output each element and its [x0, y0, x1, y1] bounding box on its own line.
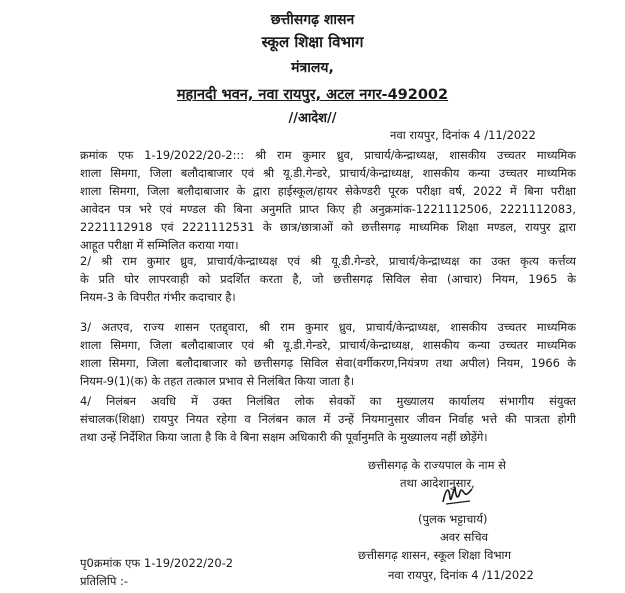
date-top: नवा रायपुर, दिनांक 4 /11/2022 [390, 128, 536, 142]
signatory-designation: अवर सचिव [440, 530, 488, 544]
paragraph-4 [80, 392, 576, 446]
para3-line: शाला सिमगा, जिला बलौदाबाजार को छत्तीसगढ़ सिविल सेवा(वर्गीकरण,नियंत्रण तथा अपील) नियम, 1966 के [80, 356, 576, 370]
para2-line: 2/ श्री राम कुमार ध्रुव, प्राचार्य/केन्द्राध्यक्ष एवं श्री यू.डी.गेन्डरे, प्राचार्य/केन्द्राध्यक्ष का उक्त कृत्य कर्त्तव्य [80, 254, 576, 268]
para1-line: आवेदन पत्र भरे एवं मण्डल की बिना अनुमति प्राप्त किए ही अनुक्रमांक-1221112506, 2221112083, [80, 202, 576, 216]
para1-line: 2221112918 एवं 2221112531 के छात्र/छात्राओं को छत्तीसगढ़ माध्यमिक शिक्षा मण्डल, रायपुर द्वारा [80, 220, 576, 234]
paragraph-2 [80, 252, 576, 306]
para1-line: शाला सिमगा, जिला बलौदाबाजार के द्वारा हाईस्कूल/हायर सेकेण्डरी पूरक परीक्षा वर्ष, 2022 में बिना परीक्षा [80, 184, 576, 198]
header-address: महानदी भवन, नवा रायपुर, अटल नगर-492002 [176, 87, 449, 103]
header-department: स्कूल शिक्षा विभाग [261, 33, 364, 51]
paragraph-1 [80, 146, 576, 254]
order-title: //आदेश// [288, 111, 337, 126]
header-ministry: मंत्रालय, [291, 60, 334, 76]
date-bottom: नवा रायपुर, दिनांक 4 /11/2022 [388, 568, 534, 582]
copy-label: प्रतिलिपि :- [80, 574, 129, 588]
para3-line: शाला सिमगा, जिला बलौदाबाजार एवं श्री यू.डी.गेन्डरे, प्राचार्य/केन्द्राध्यक्ष, शासकीय कन्या उच्चतर माध्यमिक [80, 338, 576, 352]
header-govt: छत्तीसगढ़ शासन [270, 12, 355, 28]
para1-line: क्रमांक एफ 1-19/2022/20-2::: श्री राम कुमार ध्रुव, प्राचार्य/केन्द्राध्यक्ष, शासकीय उच्चतर माध्यमिक [80, 148, 576, 162]
para3-line: 3/ अतएव, राज्य शासन एतद्द्वारा, श्री राम कुमार ध्रुव, प्राचार्य/केन्द्राध्यक्ष, शासकीय उच्चतर माध्यमिक [80, 320, 576, 334]
para4-line: तथा उन्हें निर्देशित किया जाता है कि वे बिना सक्षम अधिकारी की पूर्वानुमति के मुख्यालय नहीं छोड़ेंगे। [80, 430, 488, 444]
endorsement-number: पृ0क्रमांक एफ 1-19/2022/20-2 [80, 556, 234, 570]
para4-line: संचालक(शिक्षा) रायपुर नियत रहेगा व निलंबन काल में उन्हें नियमानुसार जीवन निर्वाह भत्ते की पात्रता होगी [80, 412, 576, 426]
para2-line: के प्रति घोर लापरवाही को प्रदर्शित करता है, जो छत्तीसगढ़ सिविल सेवा (आचार) नियम, 1965 के [80, 272, 576, 286]
signatory-department: छत्तीसगढ़ शासन, स्कूल शिक्षा विभाग [358, 548, 511, 562]
governor-line: छत्तीसगढ़ के राज्यपाल के नाम से [368, 458, 506, 472]
order-line: तथा आदेशानुसार, [400, 476, 475, 490]
signatory-name: (पुलक भट्टाचार्य) [418, 512, 488, 526]
paragraph-3 [80, 318, 576, 390]
signature-icon [440, 480, 474, 508]
para2-line: नियम-3 के विपरीत गंभीर कदाचार है। [80, 290, 236, 304]
para1-line: आहूत परीक्षा में सम्मिलित कराया गया। [80, 238, 239, 252]
para4-line: 4/ निलंबन अवधि में उक्त निलंबित लोक सेवकों का मुख्यालय कार्यालय संभागीय संयुक्त [80, 394, 576, 408]
para3-line: नियम-9(1)(क) के तहत तत्काल प्रभाव से निलंबित किया जाता है। [80, 374, 355, 388]
para1-line: शाला सिमगा, जिला बलौदाबाजार एवं श्री यू.डी.गेन्डरे, प्राचार्य/केन्द्राध्यक्ष, शासकीय कन्या उच्चतर माध्यमिक [80, 166, 576, 180]
